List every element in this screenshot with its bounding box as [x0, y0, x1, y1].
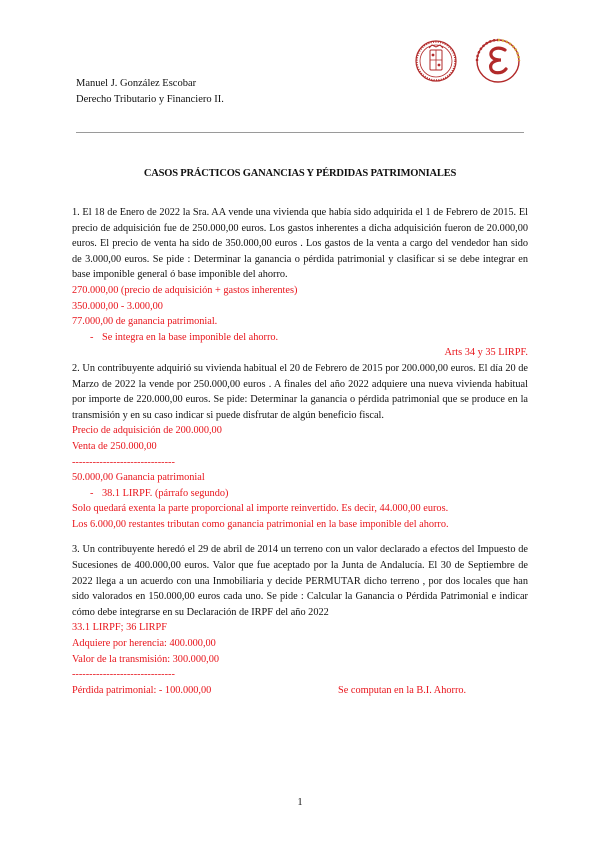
case-3-loss: Pérdida patrimonial: - 100.000,00	[72, 684, 212, 696]
case-1-answer-line: 270.000,00 (precio de adquisición + gastos inherentes)	[72, 284, 298, 296]
e-emblem-icon	[477, 40, 519, 82]
case-3-result-row	[72, 683, 528, 699]
university-seal-icon	[416, 41, 456, 81]
case-2-answer-line: Venta de 250.000,00	[72, 440, 157, 452]
document-title: CASOS PRÁCTICOS GANANCIAS Y PÉRDIDAS PATRIMONIALES	[143, 168, 457, 179]
case-2-conclusion: Los 6.000,00 restantes tributan como ganancia patrimonial en la base imponible del ahorro.	[72, 518, 449, 530]
case-1-statement: 1. El 18 de Enero de 2022 la Sra. AA vende una vivienda que había sido adquirida el 1 de Febrero de 2015. El precio de adquisición fue de 250.000,00 euros. Los gastos inherentes a dicha adquisición fueron de 20.000,00 euros. El precio de venta ha sido de 350.000,00 euros . Los gastos de la venta a cargo del vendedor han sido de 3.000,00 euros. Se pide : Determinar la ganancia o pérdida patrimonial y clasificar si se debe integrar en base imponible general ó base imponible del ahorro.	[72, 207, 528, 281]
case-3-answer-line: Valor de la transmisión: 300.000,00	[72, 653, 219, 665]
case-1-bullet: - Se integra en la base imponible del ahorro.	[72, 330, 528, 346]
case-2-answer-line: 50.000,00 Ganancia patrimonial	[72, 472, 205, 484]
case-2-statement: 2. Un contribuyente adquirió su vivienda habitual el 20 de Febrero de 2015 por 200.000,00 euros. El día 20 de Marzo de 2022 la vende por 250.000,00 euros . A finales del año 2022 adquiere una nueva vivienda habitual por importe de 220.000,00 euros. Se pide: Determinar la ganancia o pérdida patrimonial que se produce en la transmisión y en su caso indicar si puede disfrutar de algún beneficio fiscal.	[72, 362, 528, 421]
header-logos	[414, 38, 522, 84]
case-2-separator: ------------------------------	[72, 456, 175, 468]
case-1-answer-line: 77.000,00 de ganancia patrimonial.	[72, 316, 218, 328]
section-spacer	[72, 532, 528, 542]
case-3-answer-line: Adquiere por herencia: 400.000,00	[72, 638, 216, 650]
author-name: Manuel J. González Escobar	[76, 78, 197, 89]
case-2-answer-line: Precio de adquisición de 200.000,00	[72, 425, 222, 437]
case-3-separator: ------------------------------	[72, 669, 175, 681]
case-1-answer-line: 350.000,00 - 3.000,00	[72, 300, 163, 312]
document-body	[72, 205, 528, 698]
case-2-bullet: - 38.1 LIRPF. (párrafo segundo)	[72, 486, 528, 502]
case-3-integration: Se computan en la B.I. Ahorro.	[338, 684, 467, 696]
page-number: 1	[297, 797, 303, 808]
document-header	[76, 76, 224, 108]
case-1-reference: Arts 34 y 35 LIRPF.	[444, 347, 528, 359]
case-2-conclusion: Solo quedará exenta la parte proporcional al importe reinvertido. Es decir, 44.000,00 euros.	[72, 503, 449, 515]
case-3-answer-line: 33.1 LIRPF; 36 LIRPF	[72, 622, 167, 634]
header-divider	[76, 132, 524, 133]
course-name: Derecho Tributario y Financiero II.	[76, 94, 224, 105]
case-3-statement: 3. Un contribuyente heredó el 29 de abril de 2014 un terreno con un valor declarado a efectos del Impuesto de Sucesiones de 400.000,00 euros. Valor que fue aceptado por la Junta de Andalucía. El 30 de Septiembre de 2022 llega a un acuerdo con una Inmobiliaria y decide PERMUTAR dicho terreno , por dos locales que han sido valorados en 150.000,00 euros cada uno. Se pide : Calcular la Ganancia o Pérdida Patrimonial e indicar cómo debe integrarse en su Declaración de IRPF del año 2022	[72, 544, 528, 618]
